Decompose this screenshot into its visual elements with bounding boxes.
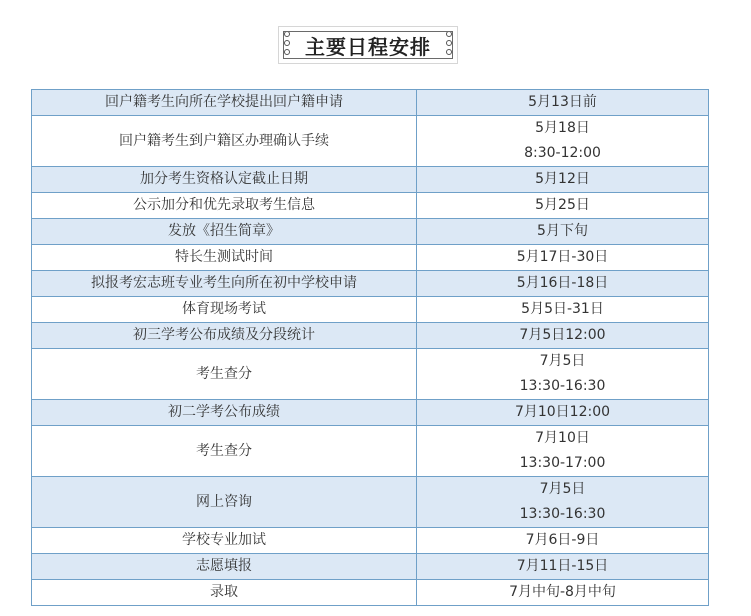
date-cell <box>417 426 709 477</box>
table-row <box>32 349 709 400</box>
event-cell: 回户籍考生到户籍区办理确认手续 <box>32 116 417 167</box>
date-text: 13:30-16:30 <box>519 378 606 394</box>
date-text: 5月12日 <box>535 171 590 187</box>
table-row <box>32 167 709 193</box>
table-row <box>32 245 709 271</box>
date-text: 7月5日 <box>539 353 586 369</box>
date-text: 5月25日 <box>535 197 590 213</box>
date-text: 7月6日-9日 <box>525 532 600 548</box>
table-row <box>32 323 709 349</box>
table-row <box>32 90 709 116</box>
event-cell: 考生查分 <box>32 349 417 400</box>
date-cell <box>417 323 709 349</box>
event-cell: 初二学考公布成绩 <box>32 400 417 426</box>
table-row <box>32 271 709 297</box>
table-row <box>32 400 709 426</box>
date-text: 5月下旬 <box>537 223 588 239</box>
table-row <box>32 193 709 219</box>
date-cell <box>417 528 709 554</box>
table-row <box>32 554 709 580</box>
date-cell <box>417 116 709 167</box>
table-row <box>32 426 709 477</box>
table-row <box>32 477 709 528</box>
table-row <box>32 528 709 554</box>
date-text: 7月11日-15日 <box>516 558 609 574</box>
date-text: 7月中旬-8月中旬 <box>509 584 616 600</box>
event-cell: 考生查分 <box>32 426 417 477</box>
date-cell <box>417 271 709 297</box>
event-cell: 学校专业加试 <box>32 528 417 554</box>
event-cell: 志愿填报 <box>32 554 417 580</box>
date-cell <box>417 167 709 193</box>
event-cell: 回户籍考生向所在学校提出回户籍申请 <box>32 90 417 116</box>
date-text: 13:30-17:00 <box>519 455 606 471</box>
date-cell <box>417 245 709 271</box>
title-inner-border <box>283 31 453 59</box>
date-text: 8:30-12:00 <box>524 145 601 161</box>
event-cell: 初三学考公布成绩及分段统计 <box>32 323 417 349</box>
table-row <box>32 116 709 167</box>
date-cell <box>417 580 709 606</box>
date-cell <box>417 297 709 323</box>
date-text: 7月5日 <box>539 481 586 497</box>
date-text: 5月17日-30日 <box>516 249 609 265</box>
event-cell: 拟报考宏志班专业考生向所在初中学校申请 <box>32 271 417 297</box>
event-cell: 录取 <box>32 580 417 606</box>
date-text: 5月16日-18日 <box>516 275 609 291</box>
event-cell: 加分考生资格认定截止日期 <box>32 167 417 193</box>
event-cell: 发放《招生简章》 <box>32 219 417 245</box>
table-row <box>32 297 709 323</box>
date-cell <box>417 219 709 245</box>
event-cell: 体育现场考试 <box>32 297 417 323</box>
date-text: 13:30-16:30 <box>519 506 606 522</box>
date-cell <box>417 193 709 219</box>
table-row <box>32 219 709 245</box>
date-cell <box>417 349 709 400</box>
schedule-table-body <box>32 90 709 606</box>
event-cell: 特长生测试时间 <box>32 245 417 271</box>
date-text: 7月10日12:00 <box>514 404 611 420</box>
page-title: 主要日程安排 <box>305 34 431 59</box>
date-text: 7月5日12:00 <box>519 327 606 343</box>
date-text: 5月5日-31日 <box>521 301 604 317</box>
table-row <box>32 580 709 606</box>
event-cell: 公示加分和优先录取考生信息 <box>32 193 417 219</box>
date-text: 5月18日 <box>535 120 590 136</box>
date-text: 7月10日 <box>535 430 590 446</box>
date-cell <box>417 400 709 426</box>
date-cell <box>417 90 709 116</box>
schedule-table <box>31 89 709 606</box>
date-cell <box>417 477 709 528</box>
date-cell <box>417 554 709 580</box>
date-text: 5月13日前 <box>528 94 597 110</box>
event-cell: 网上咨询 <box>32 477 417 528</box>
title-frame <box>278 26 458 64</box>
